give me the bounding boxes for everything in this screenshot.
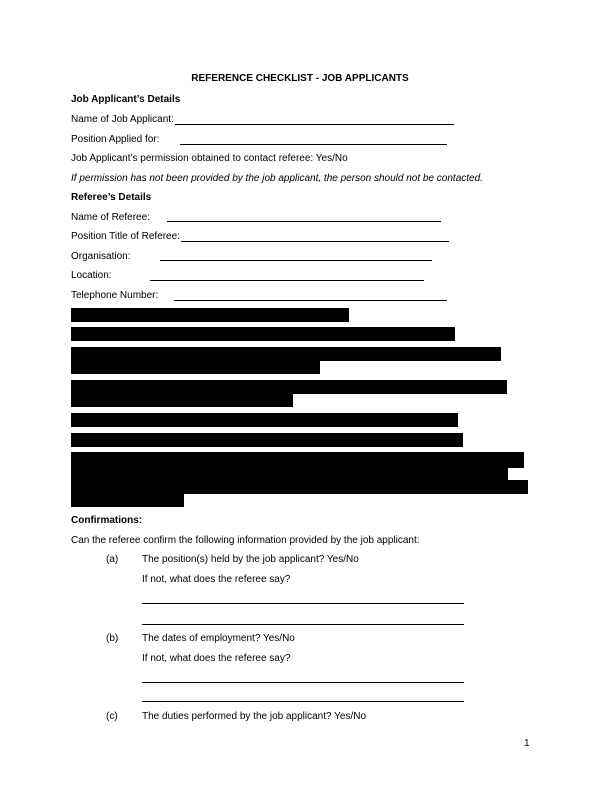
- confirmations-heading: Confirmations:: [71, 515, 143, 526]
- permission-text: Job Applicant’s permission obtained to contact referee: Yes/No: [71, 153, 348, 164]
- confirmations-intro: Can the referee confirm the following information provided by the job applicant:: [71, 535, 420, 546]
- item-a-answer-line-1[interactable]: [142, 603, 464, 604]
- referee-section-heading: Referee’s Details: [71, 192, 152, 203]
- item-c-question: The duties performed by the job applicant? Yes/No: [142, 711, 367, 722]
- item-c-marker: (c): [106, 711, 118, 722]
- item-a-followup: If not, what does the referee say?: [142, 574, 291, 585]
- redaction-block: [71, 380, 507, 394]
- redaction-block: [71, 433, 463, 447]
- item-a-marker: (a): [106, 554, 119, 565]
- redaction-block: [71, 393, 293, 407]
- applicant-name-field[interactable]: [175, 124, 454, 125]
- position-applied-label: Position Applied for:: [71, 134, 160, 145]
- telephone-field[interactable]: [174, 300, 447, 301]
- redaction-block: [71, 360, 320, 374]
- applicant-name-label: Name of Job Applicant:: [71, 114, 174, 125]
- item-b-answer-line-2[interactable]: [142, 701, 464, 702]
- redaction-block: [71, 327, 455, 341]
- referee-name-label: Name of Referee:: [71, 212, 150, 223]
- referee-position-label: Position Title of Referee:: [71, 231, 180, 242]
- item-b-question: The dates of employment? Yes/No: [142, 633, 295, 644]
- redaction-block: [71, 413, 458, 427]
- item-a-question: The position(s) held by the job applicant? Yes/No: [142, 554, 359, 565]
- redaction-block: [71, 308, 349, 322]
- referee-name-field[interactable]: [167, 221, 441, 222]
- permission-note: If permission has not been provided by the job applicant, the person should not be contacted.: [71, 173, 483, 184]
- location-field[interactable]: [150, 280, 424, 281]
- organisation-label: Organisation:: [71, 251, 131, 262]
- organisation-field[interactable]: [160, 260, 432, 261]
- position-applied-field[interactable]: [180, 144, 447, 145]
- item-b-followup: If not, what does the referee say?: [142, 653, 291, 664]
- redaction-block: [71, 347, 501, 361]
- item-a-answer-line-2[interactable]: [142, 624, 464, 625]
- redaction-block: [71, 492, 184, 507]
- document-title: REFERENCE CHECKLIST - JOB APPLICANTS: [191, 73, 409, 84]
- telephone-label: Telephone Number:: [71, 290, 159, 301]
- item-b-answer-line-1[interactable]: [142, 682, 464, 683]
- referee-position-field[interactable]: [181, 241, 449, 242]
- location-label: Location:: [71, 270, 112, 281]
- applicant-section-heading: Job Applicant’s Details: [71, 94, 181, 105]
- page-number: 1: [524, 738, 530, 749]
- item-b-marker: (b): [106, 633, 119, 644]
